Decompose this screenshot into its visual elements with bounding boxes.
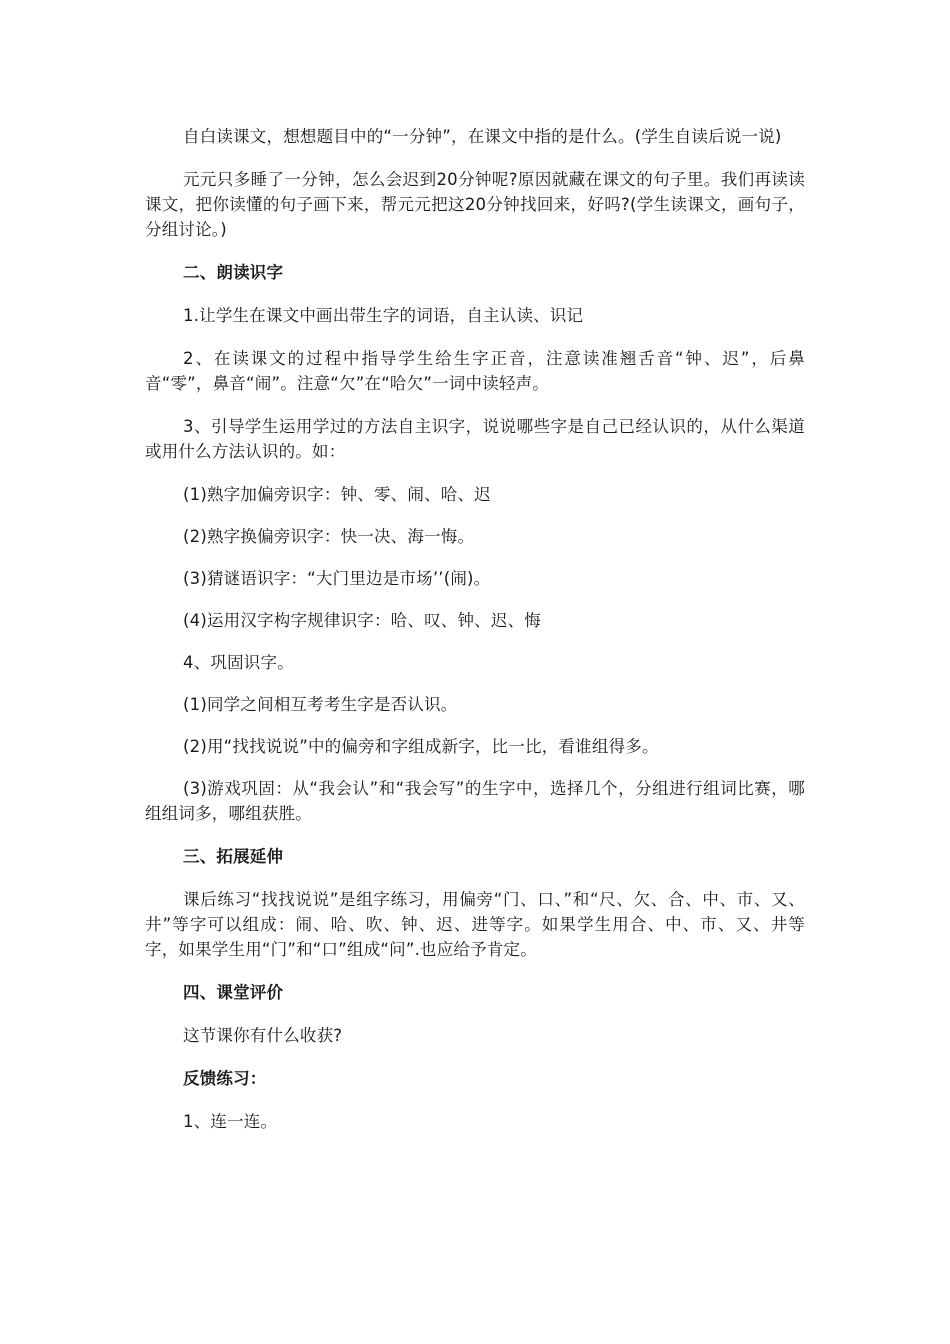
paragraph-step-1: 1.让学生在课文中画出带生字的词语，自主认读、识记 (183, 306, 584, 325)
paragraph-extension: 课后练习“找找说说”是组字练习，用偏旁“门、口、”和“尺、欠、合、中、市、又、井”等字可以组成：闹、哈、吹、钟、迟、进等字。如果学生用合、中、市、又、井等字，如果学生用“门”和“口”组成“问”.也应给予肯定。 (145, 890, 805, 959)
paragraph-self-reading: 自白读课文，想想题目中的“一分钟”，在课文中指的是什么。(学生自读后说一说) (183, 127, 782, 146)
section-heading-extension: 三、拓展延伸 (183, 847, 284, 866)
paragraph-step-3: 3、引导学生运用学过的方法自主识字，说说哪些字是自己已经认识的，从什么渠道或用什么方法认识的。如： (145, 417, 805, 461)
list-item-consolidate-1: (1)同学之间相互考考生字是否认识。 (183, 695, 458, 714)
paragraph-step-4: 4、巩固识字。 (183, 653, 294, 672)
paragraph-twenty-minutes: 元元只多睡了一分钟，怎么会迟到20分钟呢?原因就藏在课文的句子里。我们再读读课文，把你读懂的句子画下来，帮元元把这20分钟找回来，好吗?(学生读课文，画句子，分组讨论。) (145, 170, 805, 239)
section-heading-feedback: 反馈练习： (183, 1069, 267, 1088)
section-heading-evaluation: 四、课堂评价 (183, 983, 284, 1002)
list-item-consolidate-2: (2)用“找找说说”中的偏旁和字组成新字，比一比，看谁组得多。 (183, 737, 659, 756)
paragraph-feedback-1: 1、连一连。 (183, 1112, 278, 1131)
paragraph-evaluation: 这节课你有什么收获? (183, 1026, 343, 1045)
document-body (145, 124, 805, 1152)
list-item-method-3: (3)猜谜语识字：“大门里边是市场’’(闹)。 (183, 569, 491, 588)
list-item-method-2: (2)熟字换偏旁识字：快一决、海一悔。 (183, 527, 475, 546)
section-heading-reading-literacy: 二、朗读识字 (183, 263, 284, 282)
list-item-method-1: (1)熟字加偏旁识字：钟、零、闹、哈、迟 (183, 485, 491, 504)
list-item-method-4: (4)运用汉字构字规律识字：哈、叹、钟、迟、悔 (183, 611, 541, 630)
paragraph-step-2: 2、在读课文的过程中指导学生给生字正音，注意读准翘舌音“钟、迟”，后鼻音“零”，鼻音“闹”。注意“欠”在“哈欠”一词中读轻声。 (145, 349, 805, 393)
list-item-consolidate-3: (3)游戏巩固：从“我会认”和“我会写”的生字中，选择几个，分组进行组词比赛，哪组组词多，哪组获胜。 (145, 779, 805, 823)
